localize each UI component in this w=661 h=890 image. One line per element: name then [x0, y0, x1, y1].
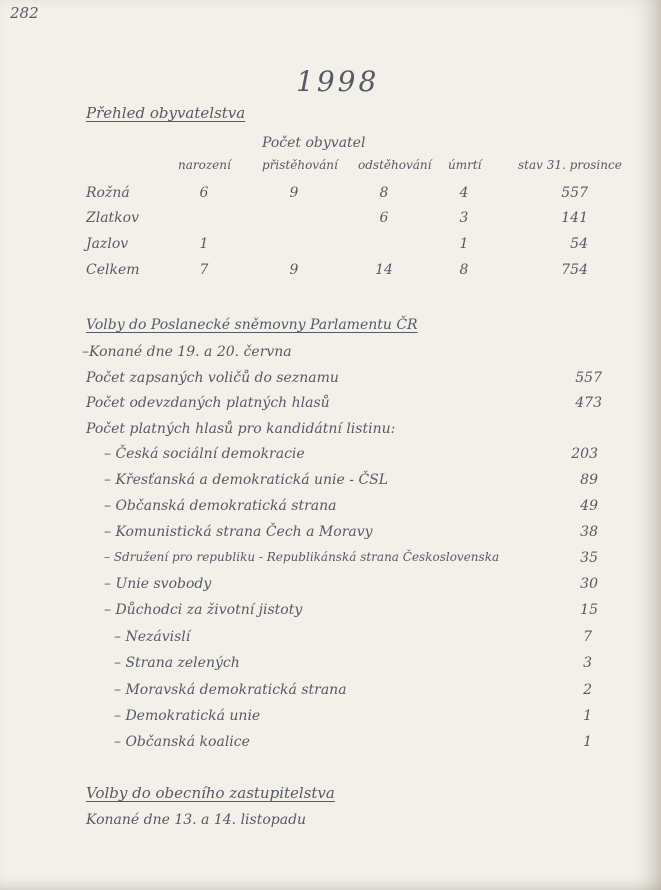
party-row: – Občanská demokratická strana: [104, 498, 337, 514]
table-cell: 9: [289, 185, 299, 201]
table-cell: 141: [561, 210, 588, 226]
party-votes: 203: [571, 446, 598, 462]
party-name: Strana zelených: [125, 655, 240, 671]
table-cell: 3: [459, 210, 469, 226]
parliament-elections-heading: Volby do Poslanecké sněmovny Parlamentu ČR: [86, 317, 418, 333]
table-cell: 6: [199, 185, 209, 201]
table-cell: 6: [379, 210, 389, 226]
table-row-label: Celkem: [86, 262, 140, 278]
party-votes: 49: [580, 498, 598, 514]
municipal-election-date: Konané dne 13. a 14. listopadu: [86, 812, 307, 828]
table-cell: 8: [379, 185, 389, 201]
party-votes: 89: [580, 472, 598, 488]
party-row: – Nezávislí: [114, 629, 191, 645]
table-row-label: Zlatkov: [86, 210, 139, 226]
party-name: Moravská demokratická strana: [125, 682, 347, 698]
valid-votes-value: 473: [575, 395, 602, 411]
table-cell: 557: [561, 185, 588, 201]
party-votes: 1: [583, 708, 592, 724]
table-cell: 9: [289, 262, 299, 278]
table-cell: 1: [459, 236, 469, 252]
population-heading: Přehled obyvatelstva: [86, 104, 246, 122]
party-votes: 30: [580, 576, 598, 592]
municipal-elections-heading: Volby do obecního zastupitelstva: [86, 784, 335, 802]
table-cell: 7: [199, 262, 209, 278]
column-header-deaths: úmrtí: [448, 158, 482, 172]
party-row: – Unie svobody: [104, 576, 212, 592]
year-heading: 1998: [296, 65, 380, 98]
table-row-label: Rožná: [86, 185, 130, 201]
column-header-births: narození: [178, 158, 231, 172]
table-cell: 4: [459, 185, 469, 201]
column-header-population-dec-31: stav 31. prosince: [518, 158, 622, 172]
party-votes: 2: [583, 682, 592, 698]
party-votes: 15: [580, 602, 598, 618]
party-row: – Sdružení pro republiku - Republikánská strana Československa: [104, 550, 500, 564]
party-votes: 35: [580, 550, 598, 566]
registered-voters-label: Počet zapsaných voličů do seznamu: [86, 370, 339, 386]
table-cell: 8: [459, 262, 469, 278]
population-table-title: Počet obyvatel: [262, 135, 366, 151]
party-row: – Česká sociální demokracie: [104, 446, 305, 462]
party-votes: 38: [580, 524, 598, 540]
party-name: Křesťanská a demokratická unie - ČSL: [115, 472, 389, 488]
party-name: Komunistická strana Čech a Moravy: [115, 524, 373, 540]
party-name: Sdružení pro republiku - Republikánská strana Československa: [113, 550, 500, 564]
party-row: – Strana zelených: [114, 655, 240, 671]
page-number: 282: [10, 4, 39, 22]
party-name: Unie svobody: [115, 576, 212, 592]
party-name: Občanská demokratická strana: [115, 498, 337, 514]
column-header-moved-out: odstěhování: [358, 158, 432, 172]
party-row: – Komunistická strana Čech a Moravy: [104, 524, 373, 540]
party-votes: 1: [583, 734, 592, 750]
votes-per-list-label: Počet platných hlasů pro kandidátní listinu:: [86, 421, 396, 437]
table-row-label: Jazlov: [86, 236, 129, 252]
table-cell: 1: [199, 236, 209, 252]
registered-voters-value: 557: [575, 370, 602, 386]
valid-votes-label: Počet odevzdaných platných hlasů: [86, 395, 330, 411]
party-name: Důchodci za životní jistoty: [115, 602, 303, 618]
party-name: Nezávislí: [125, 629, 191, 645]
party-row: – Demokratická unie: [114, 708, 261, 724]
party-row: – Důchodci za životní jistoty: [104, 602, 303, 618]
party-votes: 3: [583, 655, 592, 671]
party-row: – Křesťanská a demokratická unie - ČSL: [104, 472, 389, 488]
table-cell: 54: [570, 236, 588, 252]
party-row: – Moravská demokratická strana: [114, 682, 347, 698]
party-name: Občanská koalice: [125, 734, 250, 750]
column-header-moved-in: přistěhování: [262, 158, 338, 172]
party-name: Demokratická unie: [125, 708, 261, 724]
party-name: Česká sociální demokracie: [115, 446, 305, 462]
parliament-election-date: –Konané dne 19. a 20. června: [82, 344, 292, 360]
table-cell: 754: [561, 262, 588, 278]
party-row: – Občanská koalice: [114, 734, 250, 750]
party-votes: 7: [583, 629, 592, 645]
table-cell: 14: [375, 262, 393, 278]
